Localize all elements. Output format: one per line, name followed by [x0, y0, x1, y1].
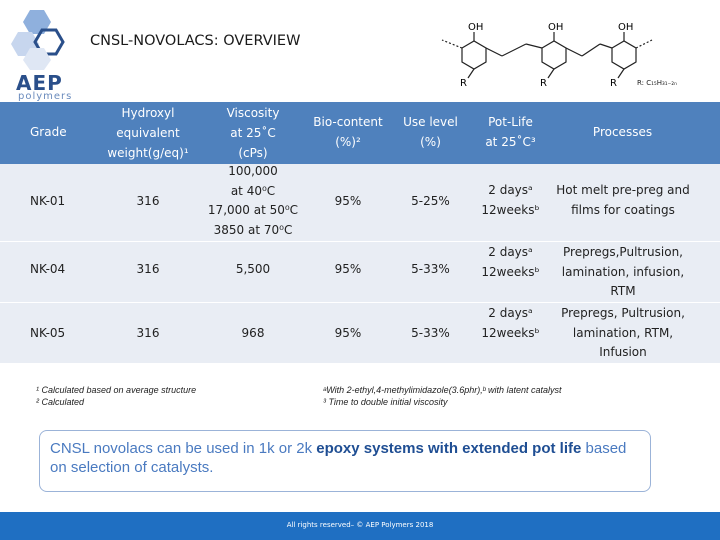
- oh-label: OH: [618, 22, 634, 33]
- aep-logo: [10, 8, 74, 102]
- summary-callout: CNSL novolacs can be used in 1k or 2k epoxy systems with extended pot life based on selection of catalysts.: [39, 430, 651, 492]
- footer-copyright: All rights reserved– © AEP Polymers 2018: [286, 521, 434, 529]
- r-label: R: [540, 78, 547, 88]
- cell-grade: NK-04: [30, 262, 66, 276]
- header-grade: Grade: [30, 125, 67, 139]
- cell-processes: Prepregs,Pultrusion, lamination, infusion, RTM: [561, 245, 685, 298]
- cell-hydroxyl: 316: [136, 326, 160, 340]
- cell-hydroxyl: 316: [136, 262, 160, 276]
- cell-potlife: 2 daysᵃ 12weeksᵇ: [481, 245, 540, 279]
- logo-text: AEP: [16, 71, 63, 95]
- chemical-structure-diagram: [430, 20, 660, 88]
- cell-potlife: 2 daysᵃ 12weeksᵇ: [481, 183, 540, 217]
- header-processes: Processes: [592, 125, 653, 139]
- logo-subtext: polymers: [18, 91, 73, 102]
- hexagon-logo-icon: [10, 8, 74, 70]
- r-label: R: [610, 78, 617, 88]
- header-uselevel: Use level (%): [403, 115, 458, 149]
- cell-processes: Hot melt pre-preg and films for coatings: [556, 183, 690, 217]
- footnotes-left: ¹ Calculated based on average structure ² Calculated: [36, 385, 197, 407]
- cell-processes: Prepregs, Pultrusion, lamination, RTM, Infusion: [561, 306, 685, 359]
- cell-viscosity: 100,000 at 40⁰C 17,000 at 50⁰C 3850 at 70⁰C: [207, 164, 299, 237]
- oh-label: OH: [548, 22, 564, 33]
- oh-label: OH: [468, 22, 484, 33]
- header-biocontent: Bio-content (%)²: [313, 115, 383, 149]
- cell-biocontent: 95%: [334, 326, 362, 340]
- cell-uselevel: 5-33%: [411, 262, 450, 276]
- cell-grade: NK-05: [30, 326, 66, 340]
- cell-biocontent: 95%: [334, 262, 362, 276]
- header-viscosity: Viscosity at 25˚C (cPs): [226, 106, 280, 160]
- cell-viscosity: 5,500: [235, 262, 271, 276]
- footnotes-right: ᵃWith 2-ethyl,4-methylimidazole(3.6phr),ᵇ with latent catalyst ³ Time to double initial viscosity: [323, 385, 562, 407]
- header-potlife: Pot-Life at 25˚C³: [485, 115, 536, 149]
- r-label: R: [460, 78, 467, 88]
- cell-potlife: 2 daysᵃ 12weeksᵇ: [481, 306, 540, 340]
- cell-biocontent: 95%: [334, 194, 362, 208]
- table-header-row: [0, 102, 720, 164]
- cell-uselevel: 5-33%: [411, 326, 450, 340]
- footer-bar: [0, 512, 720, 540]
- header-hydroxyl: Hydroxyl equivalent weight(g/eq)¹: [107, 106, 189, 160]
- page-title: CNSL-NOVOLACS: OVERVIEW: [90, 33, 301, 49]
- cell-hydroxyl: 316: [136, 194, 160, 208]
- cell-viscosity: 968: [241, 326, 265, 340]
- cell-grade: NK-01: [30, 194, 66, 208]
- structure-formula: R: C₁₅H₃₁₋₂ₙ: [637, 79, 677, 87]
- cell-uselevel: 5-25%: [411, 194, 450, 208]
